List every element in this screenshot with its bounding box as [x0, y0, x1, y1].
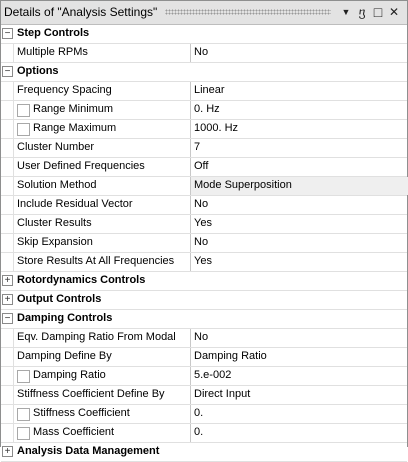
property-value[interactable]: Mode Superposition	[194, 179, 292, 191]
property-row-cluster-results[interactable]	[1, 215, 407, 234]
property-value[interactable]: 0. Hz	[194, 103, 220, 115]
group-title: Damping Controls	[17, 312, 113, 324]
property-row-user-defined-frequencies[interactable]	[1, 158, 407, 177]
collapse-icon[interactable]: −	[2, 313, 13, 324]
properties-grid	[1, 25, 407, 462]
property-name: Eqv. Damping Ratio From Modal	[17, 331, 176, 343]
group-options[interactable]	[1, 63, 407, 82]
group-title: Step Controls	[17, 27, 90, 39]
parameter-checkbox[interactable]	[17, 427, 30, 440]
restore-icon[interactable]: □	[373, 4, 383, 20]
property-row-eqv-damping-ratio[interactable]	[1, 329, 407, 348]
property-name: Cluster Results	[17, 217, 92, 229]
property-row-solution-method[interactable]	[1, 177, 407, 196]
property-value[interactable]: 0.	[194, 426, 204, 438]
expand-icon[interactable]: +	[2, 294, 13, 305]
property-value[interactable]: 5.e-002	[194, 369, 232, 381]
property-row-store-results[interactable]	[1, 253, 407, 272]
property-name: User Defined Frequencies	[17, 160, 145, 172]
group-rotordynamics-controls[interactable]	[1, 272, 407, 291]
property-row-frequency-spacing[interactable]	[1, 82, 407, 101]
property-name: Include Residual Vector	[17, 198, 133, 210]
property-value[interactable]: Damping Ratio	[194, 350, 267, 362]
property-name: Stiffness Coefficient Define By	[17, 388, 165, 400]
window-title: Details of "Analysis Settings"	[4, 5, 158, 19]
group-output-controls[interactable]	[1, 291, 407, 310]
property-row-damping-ratio[interactable]	[1, 367, 407, 386]
property-row-range-minimum[interactable]	[1, 101, 407, 120]
property-name: Solution Method	[17, 179, 97, 191]
parameter-checkbox[interactable]	[17, 370, 30, 383]
property-row-stiffness-coefficient-define-by[interactable]	[1, 386, 407, 405]
property-value[interactable]: Off	[194, 160, 209, 172]
property-value[interactable]: 1000. Hz	[194, 122, 239, 134]
title-bar	[1, 1, 407, 25]
property-value[interactable]: No	[194, 331, 209, 343]
group-title: Rotordynamics Controls	[17, 274, 146, 286]
property-name: Skip Expansion	[17, 236, 93, 248]
property-name: Damping Ratio	[33, 369, 106, 381]
group-title: Output Controls	[17, 293, 102, 305]
property-row-multiple-rpms[interactable]	[1, 44, 407, 63]
property-row-include-residual-vector[interactable]	[1, 196, 407, 215]
property-name: Stiffness Coefficient	[33, 407, 130, 419]
group-title: Analysis Data Management	[17, 445, 160, 457]
pin-icon[interactable]: ⴂ	[358, 5, 366, 19]
property-name: Frequency Spacing	[17, 84, 112, 96]
group-damping-controls[interactable]	[1, 310, 407, 329]
property-row-range-maximum[interactable]	[1, 120, 407, 139]
property-value[interactable]: Linear	[194, 84, 225, 96]
property-row-damping-define-by[interactable]	[1, 348, 407, 367]
parameter-checkbox[interactable]	[17, 408, 30, 421]
expand-icon[interactable]: +	[2, 275, 13, 286]
group-analysis-data-management[interactable]	[1, 443, 407, 462]
property-name: Range Maximum	[33, 122, 117, 134]
property-row-cluster-number[interactable]	[1, 139, 407, 158]
property-name: Mass Coefficient	[33, 426, 115, 438]
property-value[interactable]: Yes	[194, 217, 212, 229]
property-value[interactable]: Direct Input	[194, 388, 251, 400]
parameter-checkbox[interactable]	[17, 123, 30, 136]
group-step-controls[interactable]	[1, 25, 407, 44]
property-value[interactable]: Yes	[194, 255, 212, 267]
parameter-checkbox[interactable]	[17, 104, 30, 117]
property-name: Damping Define By	[17, 350, 112, 362]
property-value[interactable]: No	[194, 236, 209, 248]
group-title: Options	[17, 65, 59, 77]
property-name: Multiple RPMs	[17, 46, 88, 58]
property-row-stiffness-coefficient[interactable]	[1, 405, 407, 424]
drag-grip[interactable]	[165, 9, 331, 15]
property-name: Store Results At All Frequencies	[17, 255, 175, 267]
expand-icon[interactable]: +	[2, 446, 13, 457]
property-row-mass-coefficient[interactable]	[1, 424, 407, 443]
close-icon[interactable]: ✕	[388, 5, 400, 19]
collapse-icon[interactable]: −	[2, 66, 13, 77]
property-row-skip-expansion[interactable]	[1, 234, 407, 253]
property-value[interactable]: No	[194, 46, 209, 58]
collapse-icon[interactable]: −	[2, 28, 13, 39]
property-name: Cluster Number	[17, 141, 95, 153]
property-value[interactable]: 7	[194, 141, 201, 153]
property-value[interactable]: No	[194, 198, 209, 210]
property-value[interactable]: 0.	[194, 407, 204, 419]
property-name: Range Minimum	[33, 103, 114, 115]
dropdown-icon[interactable]: ▼	[341, 7, 351, 17]
